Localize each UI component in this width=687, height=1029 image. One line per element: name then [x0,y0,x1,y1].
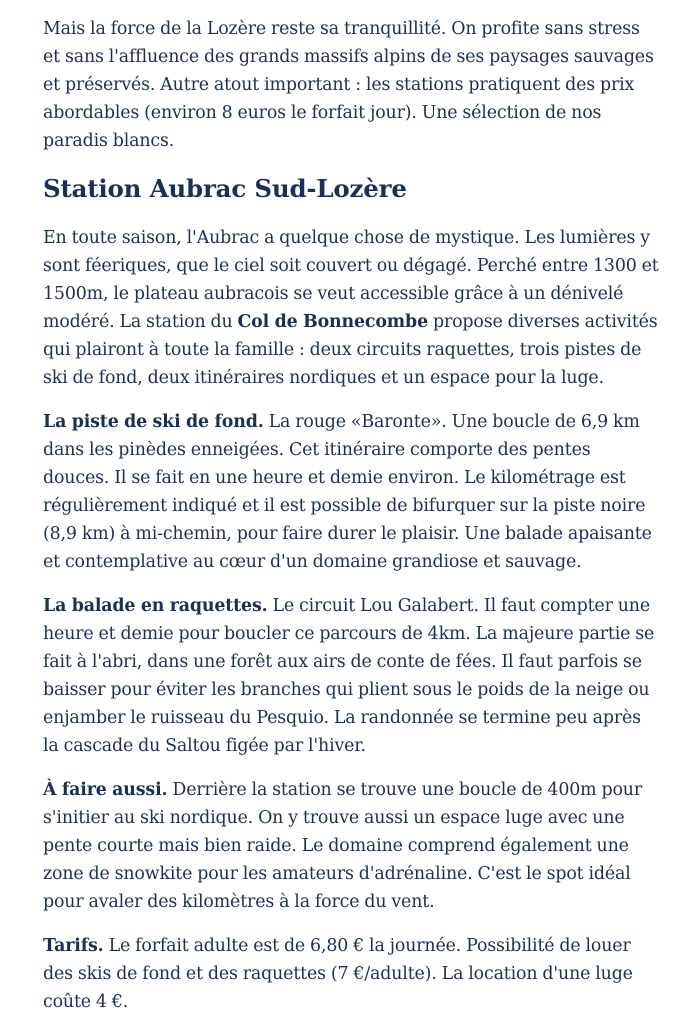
paragraph-text: propose diverses activités qui plairont à toute la famille : deux circuits raquettes, trois pistes de ski de fond, deux itinéraires nordiques et un espace pour la luge. [43,312,658,388]
paragraph-lead: La piste de ski de fond. [43,412,264,432]
paragraph-text: En toute saison, l'Aubrac a quelque chose de mystique. Les lumières y sont féeriques, que le ciel soit couvert ou dégagé. Perché entre 1300 et 1500m, le plateau aubracois se veut accessible grâce à un dénivelé modéré. La station du [43,228,659,332]
paragraph-lead: La balade en raquettes. [43,596,268,616]
paragraph-text: La rouge «Baronte». Une boucle de 6,9 km dans les pinèdes enneigées. Cet itinéraire comporte des pentes douces. Il se fait en une heure et demie environ. Le kilométrage est régulièrement indiqué et il est possible de bifurquer sur la piste noire (8,9 km) à mi-chemin, pour faire durer le plaisir. Une balade apaisante et contemplative au cœur d'un domaine grandiose et sauvage. [43,412,652,572]
section-title: Station Aubrac Sud-Lozère [43,174,407,203]
bold-place-name: Col de Bonnecombe [237,312,428,332]
paragraph-tarifs [43,932,659,1016]
paragraph-ski-de-fond [43,408,659,576]
paragraph-text: Le forfait adulte est de 6,80 € la journée. Possibilité de louer des skis de fond et des raquettes (7 €/adulte). La location d'une luge coûte 4 €. [43,936,633,1012]
intro-paragraph: Mais la force de la Lozère reste sa tranquillité. On profite sans stress et sans l'affluence des grands massifs alpins de ses paysages sauvages et préservés. Autre atout important : les stations pratiquent des prix abordables (environ 8 euros le forfait jour). Une sélection de nos paradis blancs. [43,19,654,151]
paragraph-lead: À faire aussi. [43,780,168,800]
paragraph-lead: Tarifs. [43,936,104,956]
paragraph-raquettes [43,592,659,760]
paragraph-text: Le circuit Lou Galabert. Il faut compter une heure et demie pour boucler ce parcours de 4km. La majeure partie se fait à l'abri, dans une forêt aux airs de conte de fées. Il faut parfois se baisser pour éviter les branches qui plient sous le poids de la neige ou enjamber le ruisseau du Pesquio. La randonnée se termine peu après la cascade du Saltou figée par l'hiver. [43,596,655,756]
paragraph-text: Derrière la station se trouve une boucle de 400m pour s'initier au ski nordique. On y trouve aussi un espace luge avec une pente courte mais bien raide. Le domaine comprend également une zone de snowkite pour les amateurs d'adrénaline. C'est le spot idéal pour avaler des kilomètres à la force du vent. [43,780,643,912]
paragraph-aubrac-intro [43,224,659,392]
paragraph-a-faire-aussi [43,776,659,916]
